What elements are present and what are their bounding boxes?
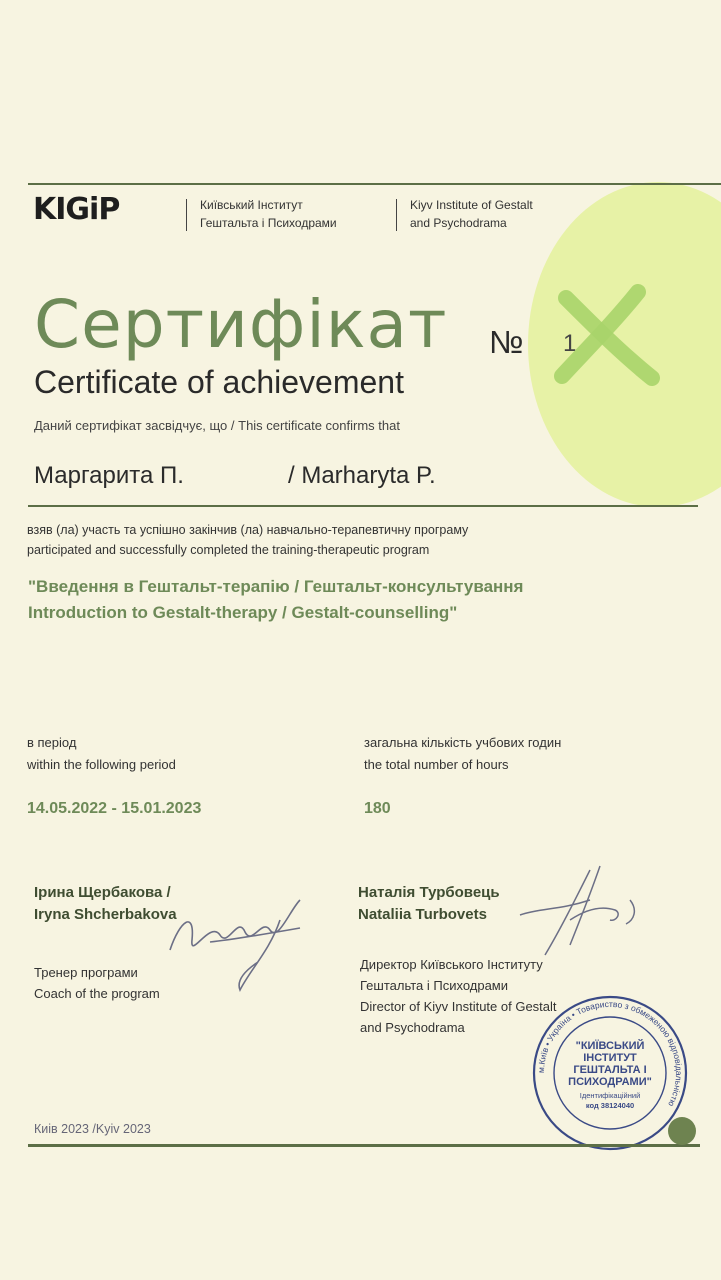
header-divider	[396, 199, 397, 231]
stamp-line: ІНСТИТУТ	[583, 1052, 637, 1064]
stamp-line: ГЕШТАЛЬТА І	[573, 1064, 647, 1076]
recipient-name-en: / Marharyta P.	[288, 462, 436, 489]
name-rule	[28, 505, 698, 507]
coach-name: Ірина Щербакова / Iryna Shcherbakova	[34, 884, 177, 923]
stamp-line: код 38124040	[585, 1101, 635, 1110]
coach-signature-icon	[150, 880, 320, 1000]
institute-logo: KIGiP	[33, 192, 120, 227]
place-date: Киів 2023 /Kyiv 2023	[34, 1122, 151, 1136]
certificate-number-label: №	[489, 324, 524, 360]
period-label: в період within the following period	[27, 735, 176, 772]
recipient-name-ua: Маргарита П.	[34, 462, 184, 489]
director-role: Директор Київського Інституту Гештальта і Психодрами Director of Kiyv Institute of Gestalt and Psychodrama	[360, 957, 557, 1035]
certificate-number: 1	[563, 330, 577, 357]
stamp-ring-text: м.Київ • Україна • Товариство з обмеженою відповідальністю	[535, 998, 685, 1109]
hours-value: 180	[364, 800, 391, 817]
hours-label: загальна кількість учбових годин the total number of hours	[364, 735, 562, 772]
program-name: "Введення в Гештальт-терапію / Гештальт-консультування Introduction to Gestalt-therapy / Gestalt-counselling"	[28, 577, 524, 622]
director-name: Наталія Турбовець Nataliia Turbovets	[358, 884, 500, 923]
certificate-subtitle: Certificate of achievement	[34, 364, 404, 400]
stamp-line: ПСИХОДРАМИ"	[568, 1076, 652, 1088]
coach-role: Тренер програми Coach of the program	[34, 965, 160, 1001]
stamp-line: "КИЇВСЬКИЙ	[575, 1040, 645, 1052]
stamp-line: Ідентифікаційний	[579, 1091, 641, 1100]
bottom-rule	[28, 1144, 700, 1147]
cross-out-mark-icon	[552, 284, 664, 390]
header-divider	[186, 199, 187, 231]
period-value: 14.05.2022 - 15.01.2023	[27, 800, 202, 817]
institute-stamp	[530, 993, 690, 1153]
corner-dot	[668, 1117, 696, 1145]
certificate-title: Сертифікат	[34, 286, 448, 363]
confirm-text: Даний сертифікат засвідчує, що / This certificate confirms that	[34, 418, 400, 433]
institute-name-en: Kiyv Institute of Gestalt and Psychodrama	[410, 198, 533, 230]
participation-text: взяв (ла) участь та успішно закінчив (ла) навчально-терапевтичну програму participated and successfully completed the training-therapeutic program	[27, 523, 469, 557]
director-signature-icon	[500, 860, 650, 960]
institute-name-ua: Київський Інститут Гештальта і Психодрами	[200, 198, 337, 230]
top-rule	[28, 183, 721, 185]
